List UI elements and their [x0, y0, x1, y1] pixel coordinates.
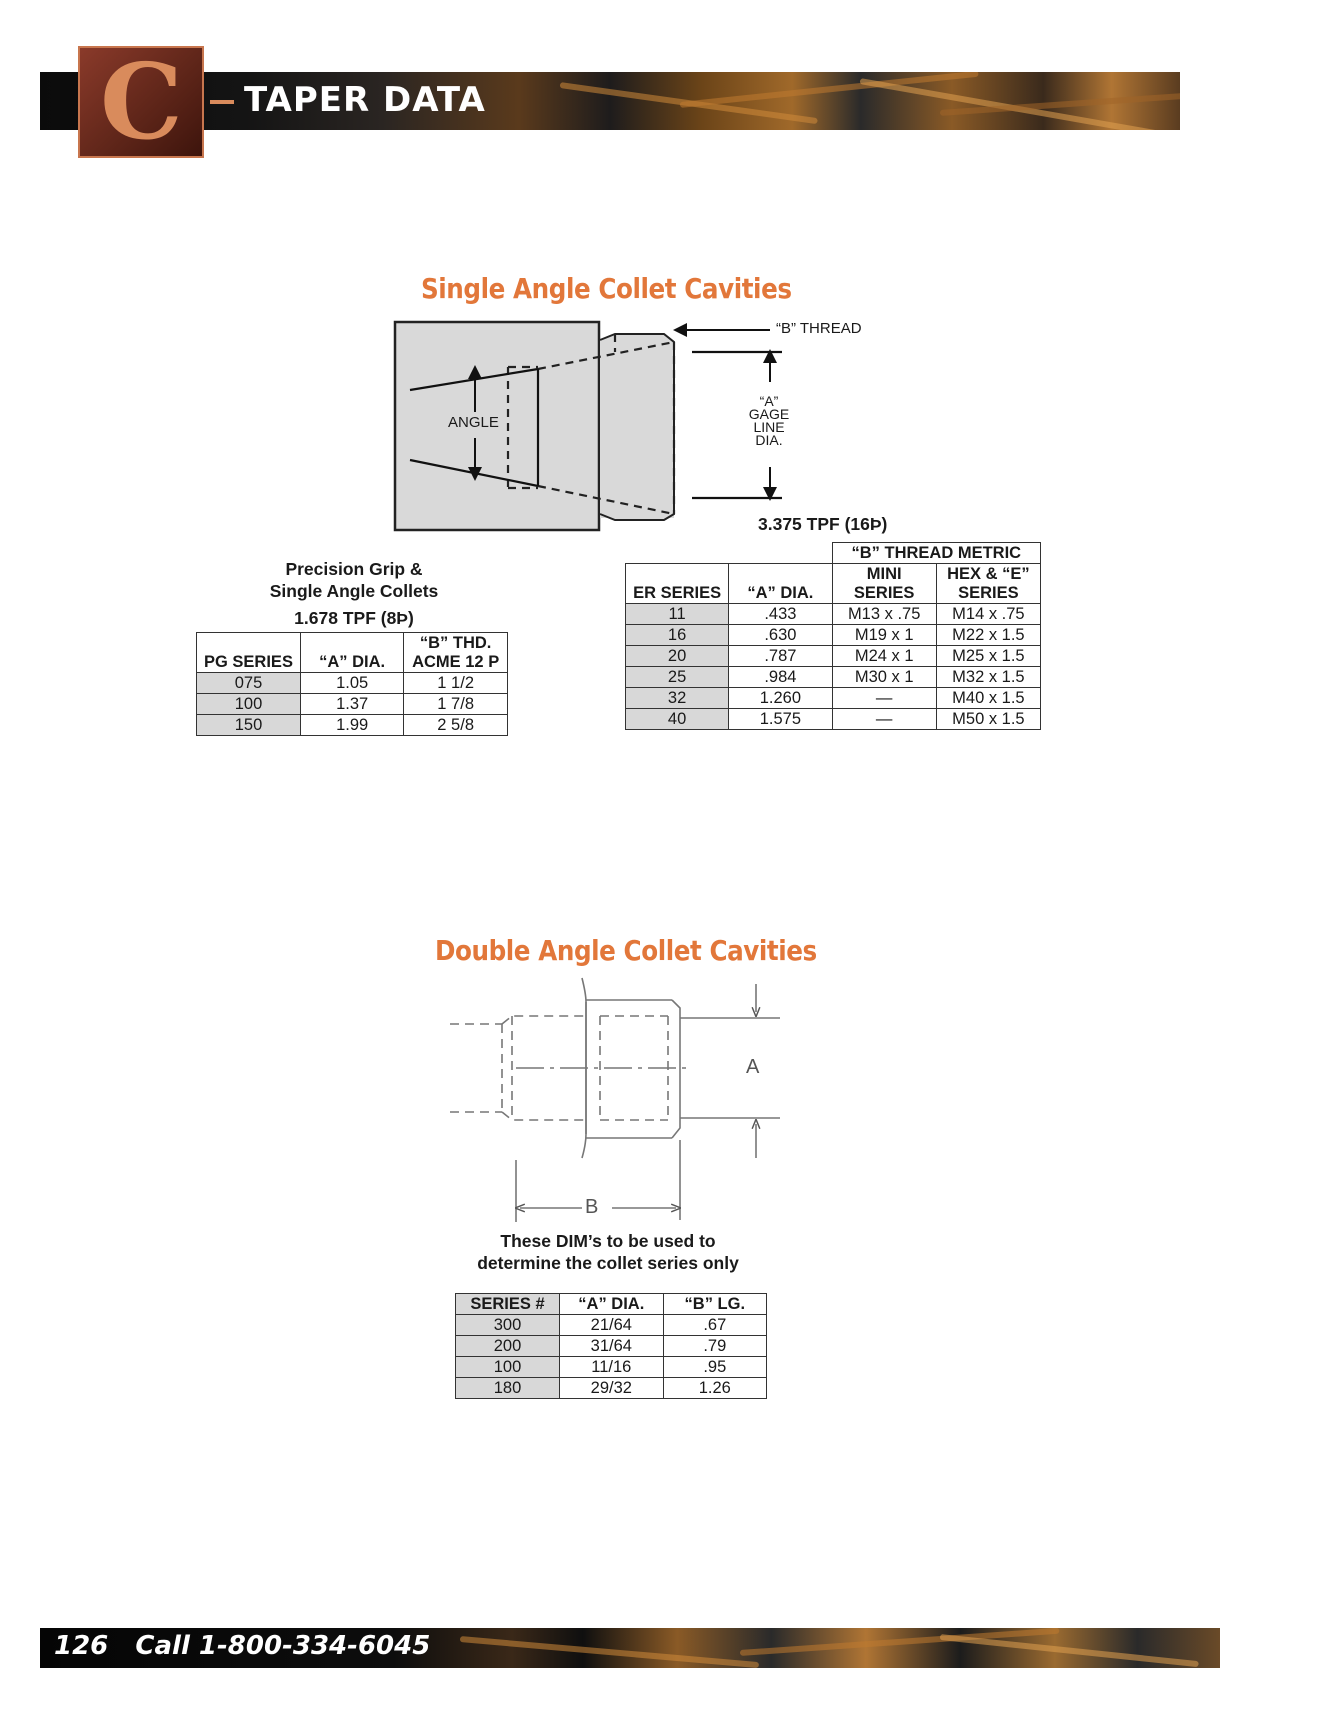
- table-header-row: [456, 1294, 767, 1315]
- double-angle-title: Double Angle Collet Cavities: [435, 934, 817, 967]
- table-cell: 21/64: [560, 1315, 664, 1336]
- er-tpf-label: 3.375 TPF (16Þ): [758, 514, 888, 534]
- table-header-row: [197, 633, 508, 673]
- table-row: [626, 688, 1041, 709]
- table-cell: 1.260: [729, 688, 832, 709]
- table-cell: M14 x .75: [936, 604, 1040, 625]
- table-cell: 2 5/8: [404, 715, 508, 736]
- table-cell: .79: [663, 1336, 766, 1357]
- table-cell: 1.575: [729, 709, 832, 730]
- table-cell: 16: [626, 625, 729, 646]
- table-cell: M22 x 1.5: [936, 625, 1040, 646]
- col-header: “B” LG.: [663, 1294, 766, 1315]
- table-row: [456, 1357, 767, 1378]
- table-row: [626, 625, 1041, 646]
- table-row: [197, 715, 508, 736]
- table-row: [197, 694, 508, 715]
- col-header: “A” DIA.: [560, 1294, 664, 1315]
- col-header: MINI SERIES: [832, 564, 936, 604]
- table-cell: 300: [456, 1315, 560, 1336]
- table-cell: .433: [729, 604, 832, 625]
- table-cell: 25: [626, 667, 729, 688]
- table-cell: 075: [197, 673, 301, 694]
- table-cell: .67: [663, 1315, 766, 1336]
- dimension-note: These DIM’s to be used to determine the collet series only: [477, 1231, 739, 1273]
- table-cell: .95: [663, 1357, 766, 1378]
- table-cell: 31/64: [560, 1336, 664, 1357]
- table-cell: M30 x 1: [832, 667, 936, 688]
- pg-caption: Precision Grip & Single Angle Collets: [269, 559, 439, 601]
- table-cell: 20: [626, 646, 729, 667]
- table-row: [626, 709, 1041, 730]
- table-header-row: [626, 564, 1041, 604]
- b-dimension-label: B: [585, 1196, 599, 1218]
- group-header: “B” THREAD METRIC: [832, 543, 1040, 564]
- col-header: “B” THD. ACME 12 P: [404, 633, 508, 673]
- table-row: [456, 1336, 767, 1357]
- table-cell: M50 x 1.5: [936, 709, 1040, 730]
- table-cell: 1.26: [663, 1378, 766, 1399]
- pg-series-table: [196, 632, 508, 736]
- table-cell: 1.99: [300, 715, 403, 736]
- col-header: SERIES #: [456, 1294, 560, 1315]
- angle-label: ANGLE: [448, 414, 499, 431]
- col-header: ER SERIES: [626, 564, 729, 604]
- table-cell: 100: [197, 694, 301, 715]
- table-cell: 11/16: [560, 1357, 664, 1378]
- table-cell: M13 x .75: [832, 604, 936, 625]
- table-cell: 1.37: [300, 694, 403, 715]
- table-cell: 32: [626, 688, 729, 709]
- col-header: “A” DIA.: [729, 564, 832, 604]
- table-cell: 1.05: [300, 673, 403, 694]
- table-cell: .984: [729, 667, 832, 688]
- company-logo: C: [78, 46, 204, 158]
- table-cell: 100: [456, 1357, 560, 1378]
- table-cell: M19 x 1: [832, 625, 936, 646]
- single-angle-title: Single Angle Collet Cavities: [421, 272, 792, 305]
- table-cell: .787: [729, 646, 832, 667]
- table-cell: 150: [197, 715, 301, 736]
- table-cell: 1 1/2: [404, 673, 508, 694]
- logo-rule: [210, 100, 234, 104]
- table-row: [626, 646, 1041, 667]
- table-group-header-row: [626, 543, 1041, 564]
- b-thread-label: “B” THREAD: [776, 320, 862, 337]
- col-header: “A” DIA.: [300, 633, 403, 673]
- table-cell: 29/32: [560, 1378, 664, 1399]
- table-cell: M24 x 1: [832, 646, 936, 667]
- table-cell: —: [832, 688, 936, 709]
- table-row: [626, 604, 1041, 625]
- table-row: [197, 673, 508, 694]
- table-row: [456, 1378, 767, 1399]
- er-series-table: [625, 542, 1041, 730]
- pg-tpf-label: 1.678 TPF (8Þ): [294, 608, 414, 628]
- table-cell: 40: [626, 709, 729, 730]
- page-title: TAPER DATA: [244, 80, 486, 120]
- double-series-table: [455, 1293, 767, 1399]
- table-cell: 200: [456, 1336, 560, 1357]
- col-header: HEX & “E” SERIES: [936, 564, 1040, 604]
- a-gage-label: “A” GAGE LINE DIA.: [748, 393, 790, 448]
- table-cell: 180: [456, 1378, 560, 1399]
- footer-phone: 126 Call 1-800-334-6045: [54, 1631, 431, 1661]
- table-cell: —: [832, 709, 936, 730]
- table-cell: M40 x 1.5: [936, 688, 1040, 709]
- table-row: [456, 1315, 767, 1336]
- table-cell: M25 x 1.5: [936, 646, 1040, 667]
- a-dimension-label: A: [746, 1056, 760, 1078]
- table-cell: 11: [626, 604, 729, 625]
- table-row: [626, 667, 1041, 688]
- col-header: PG SERIES: [197, 633, 301, 673]
- double-angle-diagram: [450, 972, 790, 1222]
- table-cell: M32 x 1.5: [936, 667, 1040, 688]
- table-cell: .630: [729, 625, 832, 646]
- table-cell: 1 7/8: [404, 694, 508, 715]
